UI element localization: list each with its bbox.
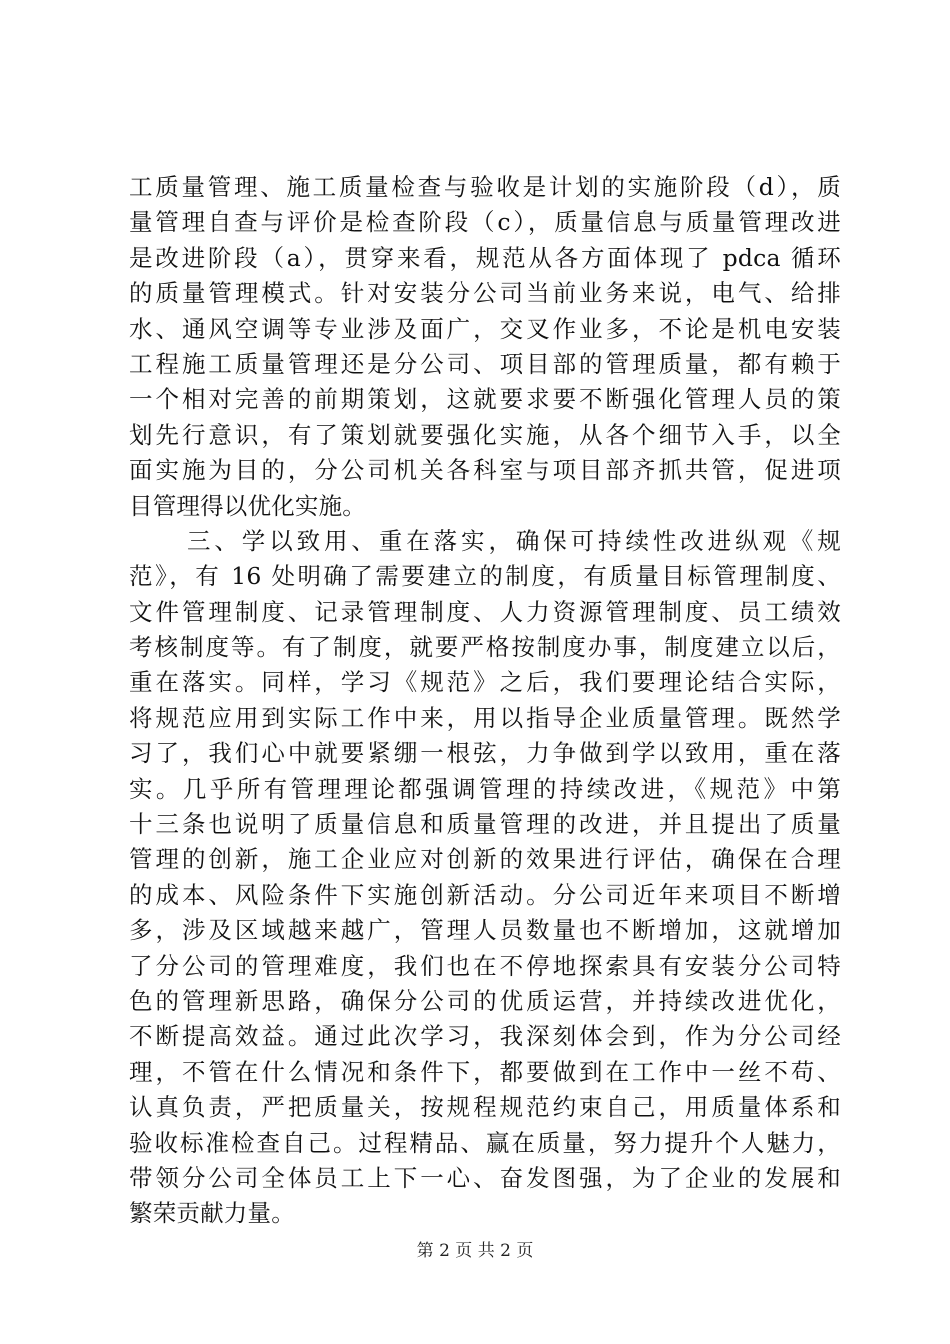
text-line: 一个相对完善的前期策划，这就要求要不断强化管理人员的策 — [129, 385, 841, 414]
text-line: 考核制度等。有了制度，就要严格按制度办事，制度建立以后， — [129, 633, 841, 662]
text-line: 繁荣贡献力量。 — [129, 1199, 295, 1228]
text-line: 了分公司的管理难度，我们也在不停地探索具有安装分公司特 — [129, 951, 841, 980]
text-line: 多，涉及区域越来越广，管理人员数量也不断增加，这就增加 — [129, 916, 841, 945]
text-line: 量管理自查与评价是检查阶段（c），质量信息与质量管理改进 — [129, 208, 841, 237]
text-line: 验收标准检查自己。过程精品、赢在质量，努力提升个人魅力， — [129, 1128, 841, 1157]
text-line: 将规范应用到实际工作中来，用以指导企业质量管理。既然学 — [129, 703, 841, 732]
text-line: 认真负责，严把质量关，按规程规范约束自己，用质量体系和 — [129, 1093, 841, 1122]
text-line: 不断提高效益。通过此次学习，我深刻体会到，作为分公司经 — [129, 1022, 841, 1051]
text-line: 是改进阶段（a），贯穿来看，规范从各方面体现了 pdca 循环 — [129, 243, 841, 272]
text-line: 工质量管理、施工质量检查与验收是计划的实施阶段（d），质 — [129, 173, 841, 201]
text-line: 目管理得以优化实施。 — [129, 491, 366, 520]
section-heading-line: 三、学以致用、重在落实，确保可持续性改进纵观《规 — [187, 526, 841, 555]
text-line: 实。几乎所有管理理论都强调管理的持续改进，《规范》中第 — [129, 774, 841, 803]
text-line: 管理的创新，施工企业应对创新的效果进行评估，确保在合理 — [129, 845, 841, 874]
text-line: 的质量管理模式。针对安装分公司当前业务来说，电气、给排 — [129, 279, 841, 308]
text-line: 面实施为目的，分公司机关各科室与项目部齐抓共管，促进项 — [129, 456, 841, 485]
body-text — [129, 170, 841, 1232]
text-line: 的成本、风险条件下实施创新活动。分公司近年来项目不断增 — [129, 880, 841, 909]
text-line: 重在落实。同样，学习《规范》之后，我们要理论结合实际， — [129, 668, 841, 697]
text-line: 十三条也说明了质量信息和质量管理的改进，并且提出了质量 — [129, 810, 841, 839]
text-line: 理，不管在什么情况和条件下，都要做到在工作中一丝不苟、 — [129, 1057, 841, 1086]
text-line: 工程施工质量管理还是分公司、项目部的管理质量，都有赖于 — [129, 349, 841, 378]
text-line: 范》，有 16 处明确了需要建立的制度，有质量目标管理制度、 — [129, 562, 841, 591]
text-line: 划先行意识，有了策划就要强化实施，从各个细节入手，以全 — [129, 420, 841, 449]
text-line: 文件管理制度、记录管理制度、人力资源管理制度、员工绩效 — [129, 597, 841, 626]
text-line: 带领分公司全体员工上下一心、奋发图强，为了企业的发展和 — [129, 1163, 841, 1192]
text-line: 习了，我们心中就要紧绷一根弦，力争做到学以致用，重在落 — [129, 739, 841, 768]
text-line: 水、通风空调等专业涉及面广，交叉作业多，不论是机电安装 — [129, 314, 841, 343]
text-line: 色的管理新思路，确保分公司的优质运营，并持续改进优化， — [129, 986, 841, 1015]
page-number-footer: 第 2 页 共 2 页 — [416, 1241, 534, 1261]
